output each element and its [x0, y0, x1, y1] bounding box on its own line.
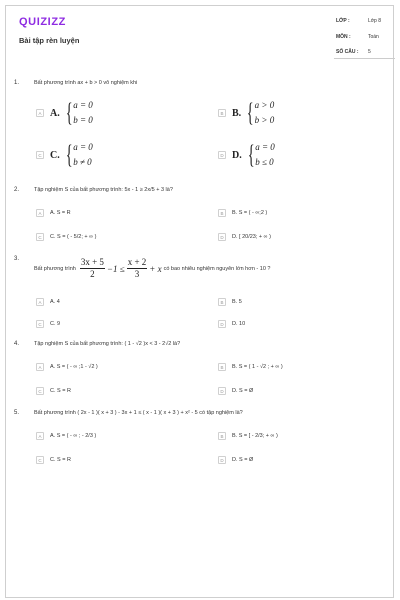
option-a[interactable] — [36, 98, 93, 128]
option-text: A. S = ( - ∞ ; - 2/3 ) — [50, 433, 97, 439]
option-text: D. S = Ø — [232, 457, 254, 463]
option-text: C. S = R — [50, 457, 71, 463]
system-line: a = 0 — [73, 142, 93, 152]
meta-count-value: 5 — [368, 49, 371, 55]
option-text: B. S = [ - 2/3; + ∞ ) — [232, 433, 278, 439]
inequality-formula — [78, 257, 162, 280]
option-a[interactable] — [36, 298, 60, 306]
option-text: D. 10 — [232, 321, 246, 327]
option-c[interactable] — [36, 456, 71, 464]
option-b[interactable] — [218, 432, 278, 440]
option-key-d[interactable]: D — [218, 233, 226, 241]
option-key-b[interactable]: B — [218, 209, 226, 217]
option-key-c[interactable]: C — [36, 320, 44, 328]
option-b[interactable] — [218, 363, 283, 371]
system-line: a = 0 — [255, 142, 275, 152]
option-text: A. S = R — [50, 210, 71, 216]
option-text: C. 9 — [50, 321, 61, 327]
equation-system — [63, 140, 93, 170]
left-brace: { — [246, 98, 254, 127]
question-number: 1. — [14, 80, 20, 86]
option-a[interactable] — [36, 209, 71, 217]
option-d[interactable] — [218, 320, 245, 328]
fraction-denominator: 3 — [134, 269, 140, 279]
option-key-d[interactable]: D — [218, 456, 226, 464]
option-letter: B. — [232, 107, 242, 119]
option-key-d[interactable]: D — [218, 320, 226, 328]
option-d[interactable] — [218, 456, 253, 464]
equation-system — [245, 140, 275, 170]
option-text: C. S = R — [50, 388, 71, 394]
option-key-a[interactable]: A — [36, 209, 44, 217]
option-text: D. S = Ø — [232, 388, 254, 394]
meta-subject — [336, 34, 396, 40]
system-line: b > 0 — [254, 115, 275, 125]
option-key-d[interactable]: D — [218, 387, 226, 395]
option-key-b[interactable]: B — [218, 363, 226, 371]
quizizz-logo: QUIZIZZ — [19, 16, 66, 28]
option-a[interactable] — [36, 432, 96, 440]
fraction-denominator: 2 — [90, 269, 95, 279]
question-number: 4. — [14, 341, 20, 347]
option-key-d[interactable]: D — [218, 151, 226, 159]
option-c[interactable] — [36, 140, 93, 170]
question-prefix: Bất phương trình — [34, 265, 76, 272]
option-key-b[interactable]: B — [218, 109, 226, 117]
option-key-b[interactable]: B — [218, 298, 226, 306]
system-line: b ≠ 0 — [73, 157, 92, 167]
question-suffix: có bao nhiêu nghiệm nguyên lớn hơn - 10 ? — [163, 265, 271, 272]
meta-subject-label: MÔN : — [336, 34, 351, 40]
option-key-a[interactable]: A — [36, 432, 44, 440]
option-text: B. 5 — [232, 299, 242, 305]
option-b[interactable] — [218, 98, 274, 128]
question-text: Tập nghiệm S của bất phương trình: 5x - 1 ≥ 2x/5 + 3 là? — [34, 187, 173, 193]
equation-system — [63, 98, 93, 128]
fraction-numerator: 3x + 5 — [80, 257, 104, 267]
option-b[interactable] — [218, 209, 267, 217]
meta-class-label: LỚP : — [336, 18, 350, 24]
left-brace: { — [65, 98, 73, 127]
left-brace: { — [65, 140, 73, 169]
option-text: B. S = ( - ∞;2 ) — [232, 210, 268, 216]
question-number: 2. — [14, 187, 20, 193]
meta-count-label: SỐ CÂU : — [336, 49, 359, 55]
option-a[interactable] — [36, 363, 98, 371]
option-d[interactable] — [218, 140, 275, 170]
fraction-numerator: x + 2 — [127, 257, 147, 267]
option-key-c[interactable]: C — [36, 151, 44, 159]
option-text: A. S = ( - ∞ ;1 - √2 ) — [50, 364, 98, 370]
equation-system — [244, 98, 274, 128]
meta-class-value: Lớp 8 — [368, 18, 382, 24]
formula-middle: −1 ≤ — [106, 263, 125, 274]
option-key-c[interactable]: C — [36, 456, 44, 464]
option-text: A. 4 — [50, 299, 60, 305]
option-c[interactable] — [36, 387, 71, 395]
option-letter: C. — [50, 149, 60, 161]
option-key-a[interactable]: A — [36, 298, 44, 306]
system-line: a > 0 — [254, 100, 275, 110]
option-key-a[interactable]: A — [36, 363, 44, 371]
option-key-a[interactable]: A — [36, 109, 44, 117]
meta-count — [336, 49, 396, 55]
option-d[interactable] — [218, 233, 271, 241]
option-d[interactable] — [218, 387, 253, 395]
formula-tail: + x — [149, 263, 162, 274]
question-number: 3. — [14, 256, 20, 262]
fraction-right — [127, 257, 148, 280]
worksheet-page — [5, 5, 394, 598]
worksheet-title: Bài tập rèn luyện — [19, 36, 80, 45]
option-c[interactable] — [36, 320, 60, 328]
system-line: b = 0 — [73, 115, 93, 125]
option-key-c[interactable]: C — [36, 233, 44, 241]
system-line: a = 0 — [73, 100, 93, 110]
option-key-c[interactable]: C — [36, 387, 44, 395]
fraction-left — [80, 257, 105, 280]
option-text: B. S = ( 1 - √2 ; + ∞ ) — [232, 364, 283, 370]
option-key-b[interactable]: B — [218, 432, 226, 440]
option-letter: A. — [50, 107, 60, 119]
question-text: Bất phương trình ax + b > 0 vô nghiệm khi — [34, 80, 138, 86]
option-c[interactable] — [36, 233, 96, 241]
option-text: C. S = ( - 5/2; + ∞ ) — [50, 234, 97, 240]
option-b[interactable] — [218, 298, 242, 306]
meta-underline — [334, 58, 395, 59]
meta-subject-value: Toán — [368, 34, 379, 40]
system-line: b ≤ 0 — [255, 157, 274, 167]
left-brace: { — [247, 140, 255, 169]
option-text: D. [ 20/23; + ∞ ) — [232, 234, 271, 240]
question-text: Tập nghiệm S của bất phương trình: ( 1 - √2 )x < 3 - 2√2 là? — [34, 341, 181, 347]
question-text — [34, 257, 271, 280]
meta-class — [336, 18, 396, 24]
question-number: 5. — [14, 410, 20, 416]
question-text: Bất phương trình ( 2x - 1 )( x + 3 ) - 3x + 1 ≤ ( x - 1 )( x + 3 ) + x² - 5 có tập nghiệm là? — [34, 410, 243, 416]
option-letter: D. — [232, 149, 242, 161]
